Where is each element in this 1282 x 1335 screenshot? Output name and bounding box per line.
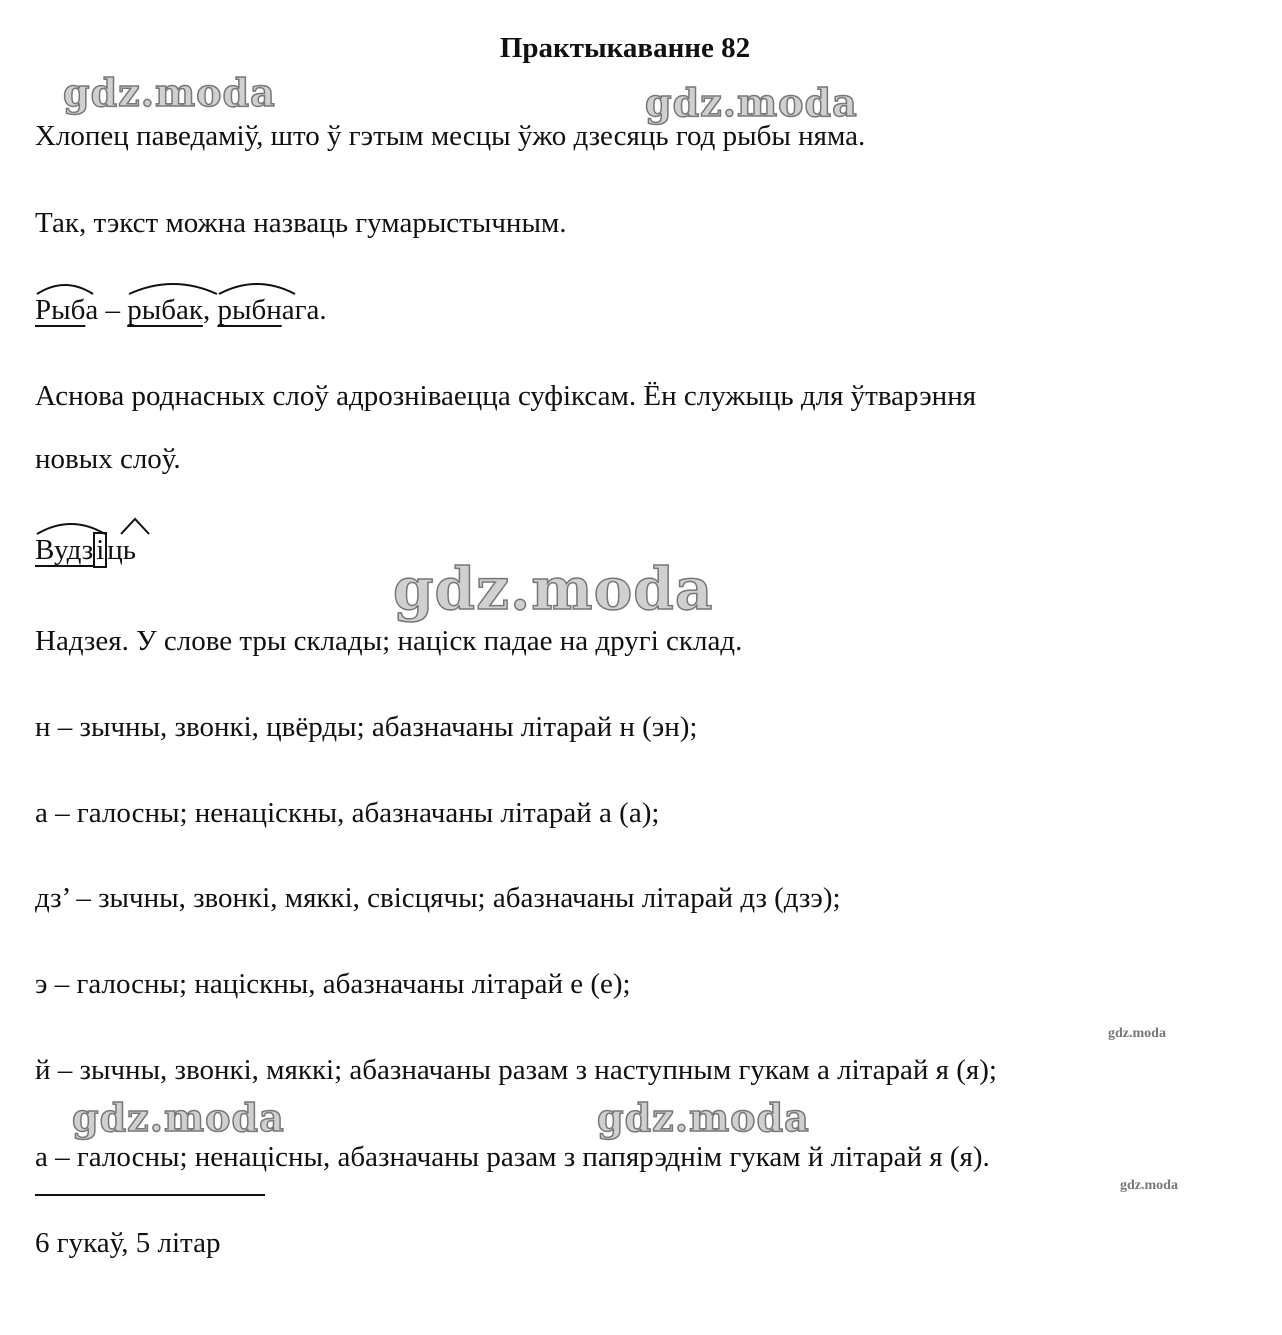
text-line: Так, тэкст можна назваць гумарыстычным.: [35, 207, 567, 239]
ending-part: ага.: [281, 294, 327, 326]
text-line: новых слоў.: [35, 443, 181, 475]
text-line: Надзея. У слове тры склады; націск падае на другі склад.: [35, 625, 743, 657]
root-arc: [217, 278, 297, 296]
watermark-small: gdz.moda: [1120, 1178, 1178, 1193]
morphology-line: [35, 532, 136, 568]
watermark: gdz.moda: [393, 555, 714, 623]
text-line: й – зычны, звонкі, мяккі; абазначаны разам з наступным гукам а літарай я (я);: [35, 1054, 997, 1086]
word-ryba: [35, 292, 85, 328]
suffix-part: і: [93, 532, 107, 568]
word-rybnaga: [217, 292, 281, 328]
text-line: Хлопец паведаміў, што ў гэтым месцы ўжо дзесяць год рыбы няма.: [35, 120, 866, 152]
text-line: Аснова роднасных слоў адрозніваецца суфіксам. Ён служыць для ўтварэння: [35, 380, 977, 412]
watermark: gdz.moda: [63, 70, 276, 115]
text-line: а – галосны; ненаціскны, абазначаны літарай а (а);: [35, 797, 660, 829]
page-title: Практыкаванне 82: [499, 32, 751, 64]
root-arc: [35, 278, 95, 296]
root-part: рыбак: [127, 294, 203, 326]
root-part: Рыб: [35, 294, 86, 326]
morphology-line: [35, 292, 327, 328]
ending-part: а: [85, 294, 99, 326]
ending-part: ць: [107, 534, 137, 566]
text-line: э – галосны; націскны, абазначаны літарай е (е);: [35, 968, 631, 1000]
root-part: Вудз: [35, 534, 94, 566]
watermark: gdz.moda: [72, 1095, 285, 1140]
watermark-small: gdz.moda: [1108, 1026, 1166, 1041]
root-arc: [127, 278, 219, 296]
comma: ,: [202, 294, 218, 326]
morpheme-marks: [35, 516, 155, 536]
divider: [35, 1194, 265, 1196]
watermark: gdz.moda: [645, 80, 858, 125]
word-vudzits: [35, 532, 136, 568]
watermark: gdz.moda: [597, 1095, 810, 1140]
text-line: а – галосны; ненацісны, абазначаны разам з папярэднім гукам й літарай я (я).: [35, 1141, 990, 1173]
word-rybak: [127, 292, 203, 328]
dash: –: [98, 294, 128, 326]
root-part: рыбн: [217, 294, 282, 326]
text-line: дз’ – зычны, звонкі, мяккі, свісцячы; абазначаны літарай дз (дзэ);: [35, 882, 841, 914]
total-line: 6 гукаў, 5 літар: [35, 1227, 221, 1259]
text-line: н – зычны, звонкі, цвёрды; абазначаны літарай н (эн);: [35, 711, 698, 743]
